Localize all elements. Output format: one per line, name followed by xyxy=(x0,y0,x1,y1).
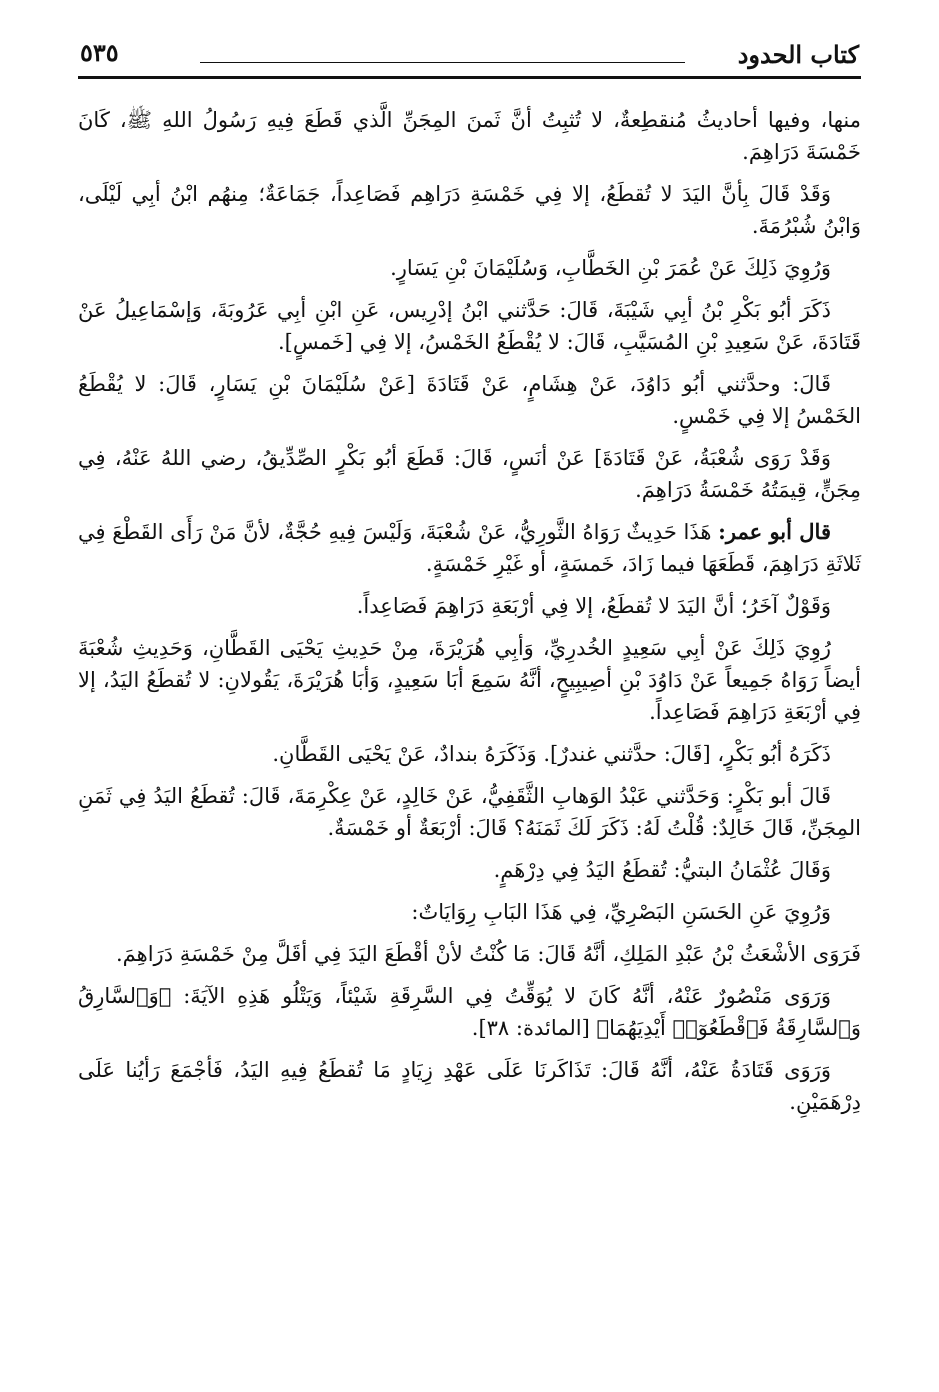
paragraph: ذَكَرَ أبُو بَكْرِ بْنُ أبِي شَيْبَةَ، قَالَ: حَدَّثني ابْنُ إدْرِيس، عَنِ ابْنِ أبِي عَرُوبَةَ، وَإسْمَاعِيلُ عَنْ قَتَادَةَ، عَنْ سَعِيدِ بْنِ المُسَيَّبِ، قَالَ: لا يُقْطَعُ الخَمْسُ، إلا فِي [خَمسٍ]. xyxy=(78,298,861,354)
header-rule xyxy=(78,76,861,79)
speaker-label: قال أبو عمر: xyxy=(718,519,831,544)
paragraph: وَرَوَى قَتَادَةُ عَنْهُ، أنَّهُ قَالَ: تَذَاكَرنَا عَلَى عَهْدِ زِيَادٍ مَا تُقطَعُ فِيهِ اليَدُ، فَأجْمَعَ رَأيُنا عَلَى دِرْهَمَيْنِ. xyxy=(78,1058,861,1114)
paragraph xyxy=(78,516,861,580)
header-line xyxy=(200,62,685,63)
paragraph: وَقَدْ رَوَى شُعْبَةُ، عَنْ قَتَادَةَ] عَنْ أنَسٍ، قَالَ: قَطَعَ أبُو بَكْرٍ الصِّدِّيقُ، رضي اللهُ عَنْهُ، فِي مِجَنٍّ، قِيمَتُهُ خَمْسَةُ دَرَاهِمَ. xyxy=(78,446,861,502)
paragraph: وَرُوِيَ عَنِ الحَسَنِ البَصْرِيِّ، فِي هَذَا البَابِ رِوَايَاتٌ: xyxy=(411,900,831,924)
page-number: ٥٣٥ xyxy=(80,38,119,67)
paragraph: ذَكَرَهُ أبُو بَكْرٍ، [قَالَ: حدَّثني غندرٌ]. وَذَكَرَهُ بندادٌ، عَنْ يَحْيَى القَطَّانِ. xyxy=(272,742,831,766)
paragraph: قَالَ: وحدَّثني أبُو دَاوُدَ، عَنْ هِشَامٍ، عَنْ قَتَادَةَ [عَنْ سُلَيْمَانَ بْنِ يَسَارٍ، قَالَ: لا يُقْطَعُ الخَمْسُ إلا فِي خَمْسٍ. xyxy=(78,372,861,428)
paragraph: رُوِيَ ذَلِكَ عَنْ أبِي سَعِيدٍ الخُدرِيِّ، وَأبِي هُرَيْرَةَ، مِنْ حَدِيثِ يَحْيَى القَطَّانِ، وَحَدِيثِ شُعْبَةَ أيضاً رَوَاهُ جَمِيعاً عَنْ دَاوُدَ بْنِ أصِيبِيحٍ، أنَّهُ سَمِعَ أبَا سَعِيدٍ، وَأبَا هُرَيْرَةَ، يَقُولانِ: لا تُقطَعُ اليَدُ، إلا فِي أرْبَعَةِ دَرَاهِمَ فَصَاعِداً. xyxy=(78,636,861,724)
paragraph: وَرُوِيَ ذَلِكَ عَنْ عُمَرَ بْنِ الخَطَّابِ، وَسُلَيْمَانَ بْنِ يَسَارٍ. xyxy=(390,256,831,280)
paragraph: فَرَوَى الأشْعَثُ بْنُ عَبْدِ المَلِكِ، أنَّهُ قَالَ: مَا كُنْتُ لأنْ أقْطَعَ اليَدَ فِي أقَلَّ مِنْ خَمْسَةِ دَرَاهِمَ. xyxy=(116,942,861,966)
paragraph: منها، وفيها أحاديثُ مُنقطِعةٌ، لا تُثبِتُ أنَّ ثَمنَ المِجَنِّ الَّذي قَطَعَ فِيهِ رَسُولُ اللهِ ﷺ، كَانَ خَمْسَةَ دَرَاهِمَ. xyxy=(78,108,861,164)
paragraph: وَقَدْ قَالَ بِأنَّ اليَدَ لا تُقطَعُ، إلا فِي خَمْسَةِ دَرَاهِم فَصَاعِداً، جَمَاعَةٌ؛ مِنهُم ابْنُ أبِي لَيْلَى، وَابْنُ شُبْرُمَةَ. xyxy=(78,182,861,238)
paragraph: وَقَوْلٌ آخَرُ؛ أنَّ اليَدَ لا تُقطَعُ، إلا فِي أرْبَعَةِ دَرَاهِمَ فَصَاعِداً. xyxy=(356,594,831,618)
page-body xyxy=(78,104,861,1128)
paragraph: قَالَ أبو بَكْرٍ: وَحَدَّثني عَبْدُ الوَهابِ الثَّقَفِيُّ، عَنْ خَالِدٍ، عَنْ عِكْرِمَةَ، قَالَ: تُقطَعُ اليَدُ فِي ثَمَنِ المِجَنِّ، قَالَ خَالِدٌ: قُلْتُ لَهُ: ذَكَرَ لَكَ ثَمَنَهُ؟ قَالَ: أرْبَعَةٌ أو خَمْسَةٌ. xyxy=(78,784,861,840)
paragraph-text: هَذَا حَدِيثٌ رَوَاهُ الثَّورِيُّ، عَنْ شُعْبَةَ، وَلَيْسَ فِيهِ حُجَّةٌ، لأنَّ مَنْ رَأَى القَطْعَ فِي ثَلاثَةِ دَرَاهِمَ، قَطَعَهَا فيما زَادَ، خَمسَةٍ، أو غَيْرِ خَمْسَةٍ. xyxy=(78,520,861,576)
running-title: كتاب الحدود xyxy=(737,40,859,69)
page-header xyxy=(78,34,861,74)
paragraph: وَرَوَى مَنْصُورٌ عَنْهُ، أنَّهُ كَانَ لا يُوَقِّتُ فِي السَّرِقَةِ شَيْئاً، وَيَتْلُو هَذِهِ الآيَةَ: ﴿وَٱلسَّارِقُ وَٱلسَّارِقَةُ فَٱقْطَعُوٓا۟ أَيْدِيَهُمَا﴾ [المائدة: ٣٨]. xyxy=(78,984,861,1040)
paragraph: وَقَالَ عُثْمَانُ البتيُّ: تُقطَعُ اليَدُ فِي دِرْهَمٍ. xyxy=(493,858,831,882)
